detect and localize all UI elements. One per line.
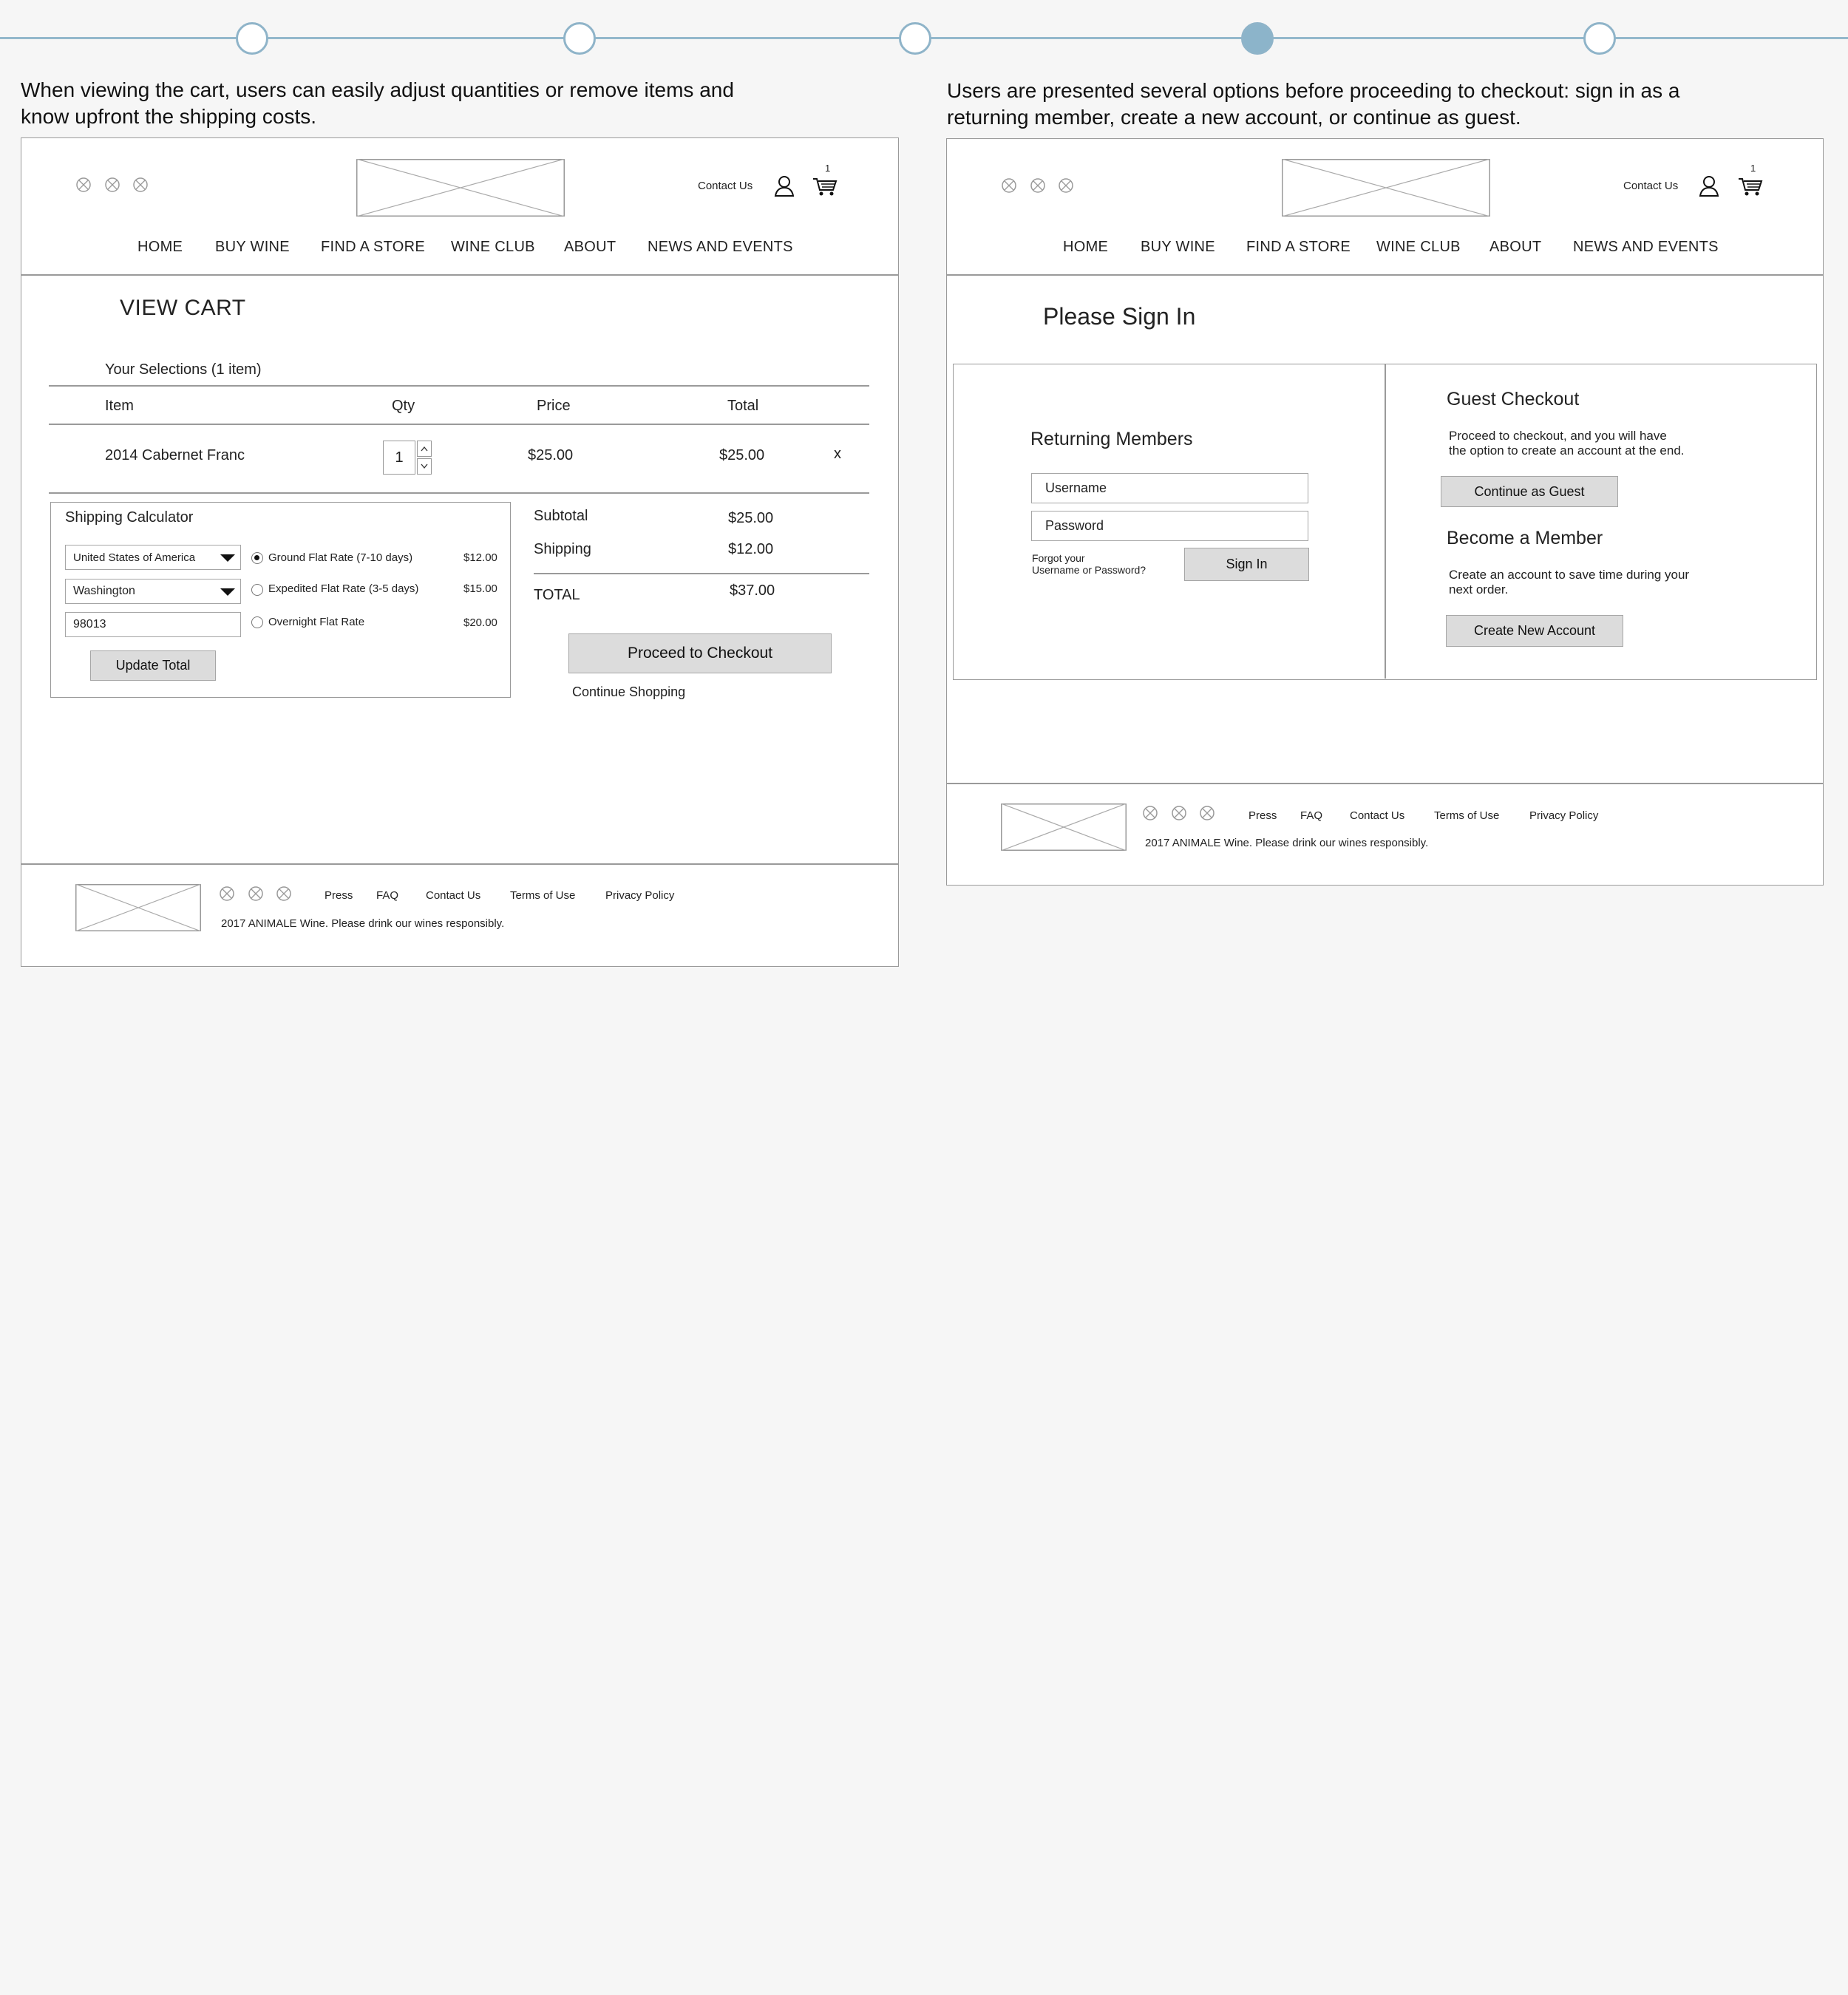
- shipping-calculator: [50, 502, 511, 698]
- signin-page-frame: [946, 138, 1824, 886]
- footer-link-press[interactable]: Press: [1249, 809, 1277, 822]
- cart-count-badge: 1: [1750, 163, 1756, 174]
- caption-right: [947, 78, 1679, 131]
- nav-find-a-store[interactable]: FIND A STORE: [321, 239, 426, 255]
- cart-page-frame: [21, 137, 899, 967]
- proceed-to-checkout-button[interactable]: Proceed to Checkout: [568, 633, 832, 673]
- become-member-description: [1449, 568, 1689, 597]
- update-total-button[interactable]: Update Total: [90, 650, 216, 681]
- signin-options-panel: [953, 364, 1817, 680]
- create-new-account-button[interactable]: Create New Account: [1446, 615, 1623, 647]
- footer-copyright: 2017 ANIMALE Wine. Please drink our wines responsibly.: [1145, 837, 1429, 849]
- column-header-qty: Qty: [392, 398, 415, 414]
- shipping-calculator-title: Shipping Calculator: [65, 509, 194, 526]
- column-header-item: Item: [105, 398, 134, 414]
- progress-step-3: [899, 22, 931, 55]
- table-top-rule: [49, 385, 869, 387]
- become-member-line-1: Create an account to save time during your: [1449, 568, 1690, 582]
- sign-in-button[interactable]: Sign In: [1184, 548, 1309, 581]
- cart-item-total: $25.00: [719, 447, 765, 463]
- user-icon[interactable]: [1699, 175, 1719, 201]
- nav-about[interactable]: ABOUT: [564, 239, 616, 255]
- nav-news-and-events[interactable]: NEWS AND EVENTS: [1573, 239, 1719, 255]
- nav-news-and-events[interactable]: NEWS AND EVENTS: [648, 239, 793, 255]
- cart-count-badge: 1: [825, 163, 831, 174]
- username-input[interactable]: Username: [1031, 473, 1308, 503]
- password-input[interactable]: Password: [1031, 511, 1308, 541]
- contact-us-link[interactable]: Contact Us: [698, 180, 753, 192]
- selections-heading: Your Selections (1 item): [105, 361, 262, 378]
- nav-find-a-store[interactable]: FIND A STORE: [1246, 239, 1351, 255]
- country-select-value: United States of America: [73, 551, 196, 564]
- footer-link-privacy-policy[interactable]: Privacy Policy: [1529, 809, 1599, 822]
- cart-icon[interactable]: [812, 172, 838, 201]
- state-select[interactable]: [65, 579, 241, 604]
- footer-link-contact-us[interactable]: Contact Us: [1350, 809, 1405, 822]
- nav-buy-wine[interactable]: BUY WINE: [215, 239, 290, 255]
- guest-checkout-line-1: Proceed to checkout, and you will have: [1449, 429, 1667, 443]
- guest-checkout-description: [1449, 429, 1685, 458]
- page-title: Please Sign In: [1043, 303, 1196, 330]
- nav-buy-wine[interactable]: BUY WINE: [1141, 239, 1215, 255]
- nav-home[interactable]: HOME: [137, 239, 183, 255]
- footer-logo-placeholder: [1001, 803, 1127, 851]
- cart-item-name: 2014 Cabernet Franc: [105, 447, 245, 463]
- header-divider: [947, 274, 1823, 276]
- progress-step-5: [1583, 22, 1616, 55]
- social-icon[interactable]: [1059, 178, 1073, 193]
- caption-left: [21, 77, 734, 130]
- social-icon[interactable]: [1172, 806, 1186, 820]
- become-member-title: Become a Member: [1447, 528, 1603, 548]
- column-header-price: Price: [537, 398, 571, 414]
- shipping-option-ground-price: $12.00: [463, 551, 497, 564]
- panel-divider: [1385, 364, 1386, 679]
- quantity-decrease-button[interactable]: [417, 458, 432, 475]
- social-icon[interactable]: [105, 177, 120, 192]
- country-select[interactable]: [65, 545, 241, 570]
- social-icon[interactable]: [76, 177, 91, 192]
- social-icon[interactable]: [276, 886, 291, 901]
- header-divider: [21, 274, 898, 276]
- page-title: VIEW CART: [120, 296, 246, 320]
- social-icon[interactable]: [1002, 178, 1016, 193]
- nav-wine-club[interactable]: WINE CLUB: [451, 239, 535, 255]
- social-icon[interactable]: [1030, 178, 1045, 193]
- total-label: TOTAL: [534, 587, 580, 603]
- caption-right-line-1: Users are presented several options before proceeding to checkout: sign in as a: [947, 79, 1680, 102]
- progress-step-1: [236, 22, 268, 55]
- continue-shopping-link[interactable]: Continue Shopping: [572, 684, 686, 699]
- column-header-total: Total: [727, 398, 759, 414]
- shipping-option-overnight-radio[interactable]: [251, 616, 263, 628]
- table-bottom-rule: [49, 492, 869, 494]
- state-select-value: Washington: [73, 585, 135, 597]
- footer-logo-placeholder: [75, 884, 201, 931]
- quantity-increase-button[interactable]: [417, 441, 432, 457]
- footer-link-terms-of-use[interactable]: Terms of Use: [1434, 809, 1500, 822]
- shipping-option-ground-label: Ground Flat Rate (7-10 days): [268, 551, 413, 564]
- logo-placeholder[interactable]: [356, 159, 565, 217]
- shipping-option-overnight-price: $20.00: [463, 616, 497, 629]
- forgot-credentials-link[interactable]: [1032, 552, 1146, 576]
- shipping-option-ground-radio[interactable]: [251, 552, 263, 564]
- quantity-input[interactable]: 1: [383, 441, 415, 475]
- social-icon[interactable]: [133, 177, 148, 192]
- cart-item-price: $25.00: [528, 447, 574, 463]
- social-icon[interactable]: [1143, 806, 1158, 820]
- zip-code-input[interactable]: 98013: [65, 612, 241, 637]
- chevron-up-icon: [421, 446, 428, 452]
- user-icon[interactable]: [774, 175, 795, 201]
- social-icon[interactable]: [220, 886, 234, 901]
- social-icon[interactable]: [248, 886, 263, 901]
- subtotal-value: $25.00: [728, 510, 774, 526]
- nav-about[interactable]: ABOUT: [1489, 239, 1542, 255]
- chevron-down-icon: [421, 463, 428, 469]
- footer-link-contact-us[interactable]: Contact Us: [426, 889, 481, 902]
- footer-link-privacy-policy[interactable]: Privacy Policy: [605, 889, 675, 902]
- footer-copyright: 2017 ANIMALE Wine. Please drink our wines responsibly.: [221, 917, 505, 930]
- social-icon[interactable]: [1200, 806, 1215, 820]
- shipping-value: $12.00: [728, 541, 774, 557]
- continue-as-guest-button[interactable]: Continue as Guest: [1441, 476, 1618, 507]
- table-header-rule: [49, 424, 869, 425]
- caret-down-icon: [220, 554, 235, 562]
- footer-link-press[interactable]: Press: [325, 889, 353, 902]
- total-value: $37.00: [730, 582, 775, 599]
- cart-icon[interactable]: [1738, 172, 1763, 201]
- guest-checkout-title: Guest Checkout: [1447, 389, 1580, 409]
- footer-link-faq[interactable]: FAQ: [1300, 809, 1323, 822]
- summary-rule: [534, 573, 869, 574]
- logo-placeholder[interactable]: [1282, 159, 1490, 217]
- become-member-line-2: next order.: [1449, 582, 1509, 597]
- caption-left-line-2: know upfront the shipping costs.: [21, 105, 317, 128]
- caption-left-line-1: When viewing the cart, users can easily adjust quantities or remove items and: [21, 78, 734, 101]
- forgot-credentials-line-1: Forgot your: [1032, 552, 1085, 564]
- caption-right-line-2: returning member, create a new account, or continue as guest.: [947, 106, 1521, 129]
- contact-us-link[interactable]: Contact Us: [1623, 180, 1679, 192]
- forgot-credentials-line-2: Username or Password?: [1032, 564, 1146, 576]
- nav-wine-club[interactable]: WINE CLUB: [1376, 239, 1461, 255]
- remove-item-button[interactable]: x: [834, 446, 841, 462]
- footer-link-faq[interactable]: FAQ: [376, 889, 399, 902]
- progress-step-2: [563, 22, 596, 55]
- shipping-option-expedited-radio[interactable]: [251, 584, 263, 596]
- subtotal-label: Subtotal: [534, 508, 588, 524]
- nav-home[interactable]: HOME: [1063, 239, 1109, 255]
- shipping-option-expedited-label: Expedited Flat Rate (3-5 days): [268, 582, 419, 595]
- footer-divider: [947, 783, 1823, 784]
- shipping-option-expedited-price: $15.00: [463, 582, 497, 595]
- progress-step-4-active: [1241, 22, 1274, 55]
- footer-divider: [21, 863, 898, 865]
- returning-members-title: Returning Members: [1030, 429, 1193, 449]
- guest-checkout-line-2: the option to create an account at the end.: [1449, 443, 1685, 458]
- caret-down-icon: [220, 588, 235, 596]
- shipping-label: Shipping: [534, 541, 591, 557]
- shipping-option-overnight-label: Overnight Flat Rate: [268, 616, 365, 628]
- footer-link-terms-of-use[interactable]: Terms of Use: [510, 889, 576, 902]
